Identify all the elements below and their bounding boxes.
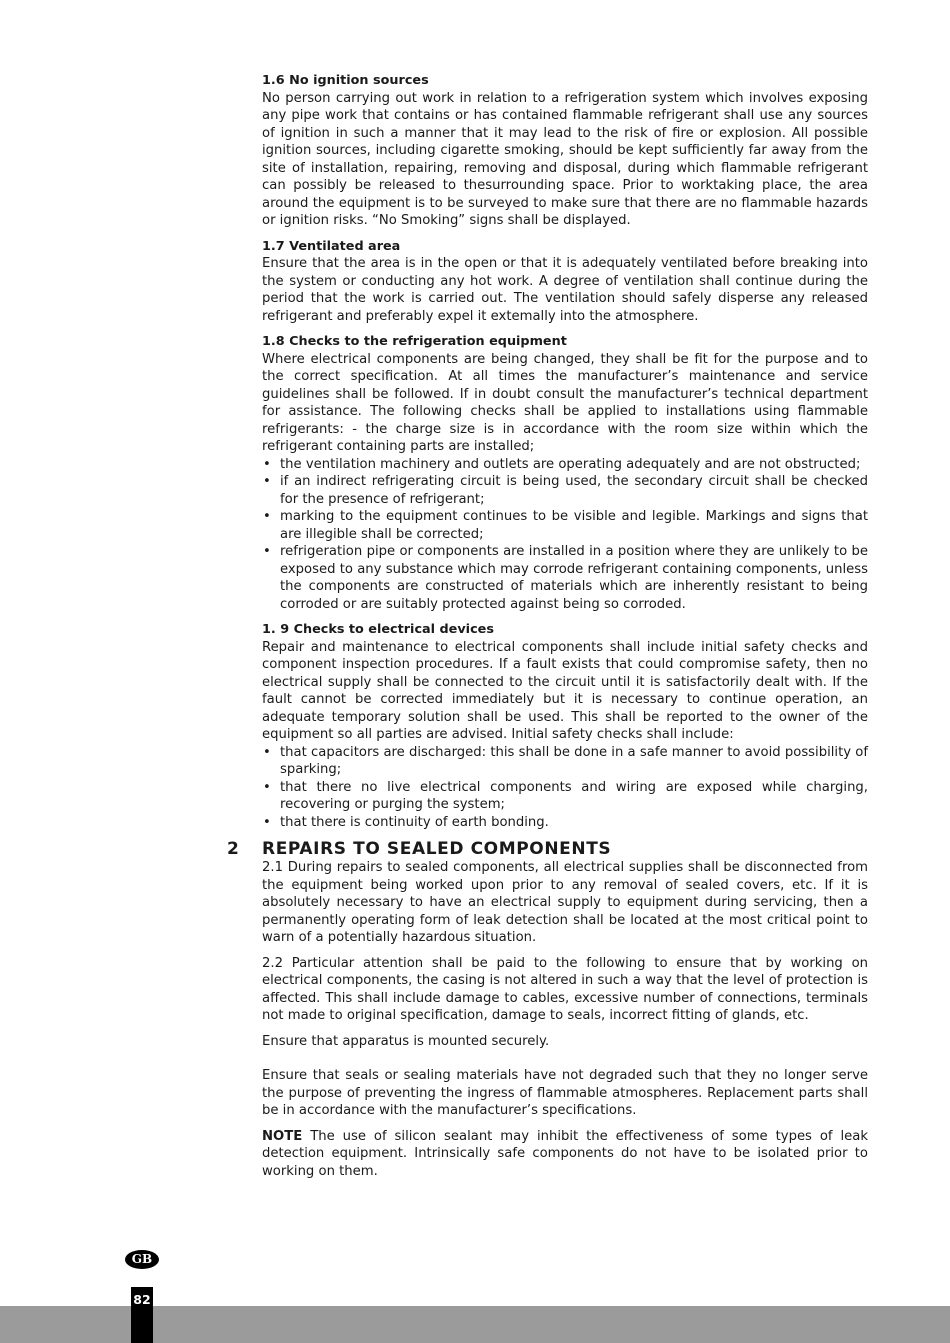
chapter-2: [227, 839, 868, 1180]
section-1-8: [262, 333, 868, 613]
note-text: The use of silicon sealant may inhibit the effectiveness of some types of leak detection equipment. Intrinsically safe components do not have to be isolated prior to working on them.: [262, 1128, 868, 1179]
chapter-title: REPAIRS TO SEALED COMPONENTS: [262, 839, 612, 859]
section-heading: 1.8 Checks to the refrigeration equipment: [262, 334, 567, 349]
list-item: • the ventilation machinery and outlets are operating adequately and are not obstructed;: [262, 456, 868, 474]
bullet-list: [262, 456, 868, 614]
paragraph-2-1: 2.1 During repairs to sealed components, all electrical supplies shall be disconnected from the equipment being worked upon prior to any removal of sealed covers, etc. If it is absolutely necessary to have an electrical supply to equipment during servicing, then a permanently operating form of leak detection shall be located at the most critical point to warn of a potentially hazardous situation.: [262, 860, 868, 945]
list-item: • if an indirect refrigerating circuit is being used, the secondary circuit shall be checked for the presence of refrigerant;: [262, 473, 868, 508]
section-heading: 1. 9 Checks to electrical devices: [262, 622, 494, 637]
page-content: [227, 72, 868, 1180]
note-paragraph: [262, 1128, 868, 1181]
section-paragraph: Repair and maintenance to electrical components shall include initial safety checks and component inspection procedures. If a fault exists that could compromise safety, then no electrical supply shall be connected to the circuit until it is satisfactorily dealt with. If the fault cannot be corrected immediately but it is necessary to continue operation, an adequate temporary solution shall be used. This shall be reported to the owner of the equipment so all parties are advised. Initial safety checks shall include:: [262, 639, 868, 742]
section-paragraph: No person carrying out work in relation to a refrigeration system which involves exposing any pipe work that contains or has contained flammable refrigerant shall use any sources of ignition in such a manner that it may lead to the risk of fire or explosion. All possible ignition sources, including cigarette smoking, should be kept sufficiently far away from the site of installation, repairing, removing and disposal, during which flammable refrigerant can possibly be released to thesurrounding space. Prior to worktaking place, the area around the equipment is to be surveyed to make sure that there are no flammable hazards or ignition risks. “No Smoking” signs shall be displayed.: [262, 90, 868, 228]
section-paragraph: Ensure that the area is in the open or that it is adequately ventilated before breaking into the system or conducting any hot work. A degree of ventilation shall continue during the period that the work is carried out. The ventilation should safely disperse any released refrigerant and preferably expel it extemally into the atmosphere.: [262, 256, 868, 324]
language-badge: GB: [125, 1250, 159, 1269]
section-1-9: [262, 621, 868, 831]
section-heading: 1.7 Ventilated area: [262, 238, 401, 254]
section-1-7: [262, 238, 868, 326]
list-item: • refrigeration pipe or components are installed in a position where they are unlikely to be exposed to any substance which may corrode refrigerant containing components, unless the components are constructed of materials which are inherently resistant to being corroded or are suitably protected against being so corroded.: [262, 543, 868, 613]
list-item: • that capacitors are discharged: this shall be done in a safe manner to avoid possibility of sparking;: [262, 744, 868, 779]
paragraph-seals: Ensure that seals or sealing materials have not degraded such that they no longer serve the purpose of preventing the ingress of flammable atmospheres. Replacement parts shall be in accordance with the manufacturer’s specifications.: [262, 1068, 868, 1118]
section-heading: 1.6 No ignition sources: [262, 73, 429, 88]
section-1-6: [262, 72, 868, 230]
paragraph-mounting: Ensure that apparatus is mounted securely.: [262, 1033, 550, 1049]
page-number: 82: [133, 1292, 151, 1307]
page-number-tab: [131, 1287, 153, 1343]
note-label: NOTE: [262, 1128, 303, 1144]
list-item: • marking to the equipment continues to be visible and legible. Markings and signs that are illegible shall be corrected;: [262, 508, 868, 543]
chapter-number: 2: [227, 839, 239, 859]
bullet-list: [262, 744, 868, 832]
paragraph-2-2: 2.2 Particular attention shall be paid to the following to ensure that by working on electrical components, the casing is not altered in such a way that the level of protection is affected. This shall include damage to cables, excessive number of connections, terminals not made to original specification, damage to seals, incorrect fitting of glands, etc.: [262, 955, 868, 1023]
section-paragraph: Where electrical components are being changed, they shall be fit for the purpose and to the correct specification. At all times the manufacturer’s maintenance and service guidelines shall be followed. If in doubt consult the manufacturer’s technical department for assistance. The following checks shall be applied to installations using flammable refrigerants: - the charge size is in accordance with the room size within which the refrigerant containing parts are installed;: [262, 351, 868, 454]
list-item: • that there no live electrical components and wiring are exposed while charging, recovering or purging the system;: [262, 779, 868, 814]
list-item: • that there is continuity of earth bonding.: [262, 814, 868, 832]
